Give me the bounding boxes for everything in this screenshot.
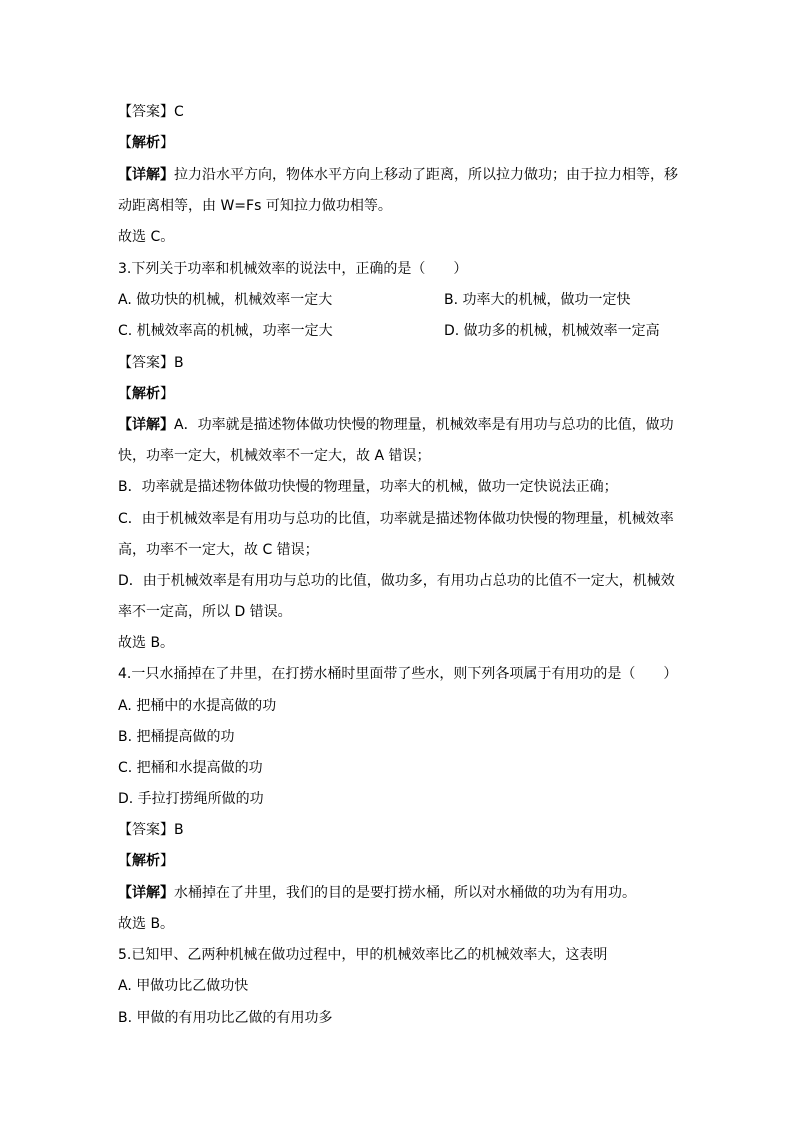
q4-option-c: C. 把桶和水提高做的功 [118, 760, 263, 776]
q3-options-row-1 [118, 291, 631, 309]
q4-analysis-label: 解析 [132, 853, 160, 869]
q3-detail-tag: 【详解】 [118, 417, 174, 433]
q3-choice: 故选 B。 [118, 635, 175, 651]
q3-detail-line-7: 率不一定高，所以 D 错误。 [118, 604, 292, 620]
q2-detail-line-2: 动距离相等，由 W=Fs 可知拉力做功相等。 [118, 198, 392, 214]
q2-detail-text-1: 拉力沿水平方向，物体水平方向上移动了距离，所以拉力做功；由于拉力相等，移 [174, 167, 678, 183]
q3-detail-line-3: B．功率就是描述物体做功快慢的物理量，功率大的机械，做功一定快说法正确； [118, 479, 618, 495]
q4-option-d: D. 手拉打捞绳所做的功 [118, 791, 264, 807]
q3-option-d: D. 做功多的机械，机械效率一定高 [444, 323, 660, 339]
q4-detail-text-1: 水桶掉在了井里，我们的目的是要打捞水桶，所以对水桶做的功为有用功。 [174, 885, 636, 901]
q2-detail-line-1 [118, 166, 678, 184]
q3-answer: 【答案】B [118, 355, 184, 371]
q3-detail-line-2: 快，功率一定大，机械效率不一定大，故 A 错误； [118, 448, 431, 464]
q3-option-c: C. 机械效率高的机械，功率一定大 [118, 323, 333, 339]
q5-stem: 5.已知甲、乙两种机械在做功过程中，甲的机械效率比乙的机械效率大，这表明 [118, 947, 608, 963]
q3-option-a: A. 做功快的机械，机械效率一定大 [118, 292, 333, 308]
q2-analysis-heading: 【解析】 [118, 135, 174, 151]
q2-analysis-label: 解析 [132, 135, 160, 151]
q2-answer: 【答案】C [118, 104, 184, 120]
q3-stem: 3.下列关于功率和机械效率的说法中，正确的是（ ） [118, 261, 468, 277]
q3-analysis-label: 解析 [132, 386, 160, 402]
q3-detail-line-4: C．由于机械效率是有用功与总功的比值，功率就是描述物体做功快慢的物理量，机械效率 [118, 511, 674, 527]
q5-option-a: A. 甲做功比乙做功快 [118, 978, 249, 994]
q3-detail-text-1: A．功率就是描述物体做功快慢的物理量，机械效率是有用功与总功的比值，做功 [174, 417, 674, 433]
q3-option-b: B. 功率大的机械，做功一定快 [444, 292, 631, 308]
q4-analysis-heading: 【解析】 [118, 853, 174, 869]
q3-detail-line-6: D．由于机械效率是有用功与总功的比值，做功多，有用功占总功的比值不一定大，机械效 [118, 573, 675, 589]
q2-detail-tag: 【详解】 [118, 167, 174, 183]
q3-analysis-heading: 【解析】 [118, 386, 174, 402]
q4-option-a: A. 把桶中的水提高做的功 [118, 698, 277, 714]
q3-detail-line-1 [118, 416, 674, 434]
q4-detail-line-1 [118, 884, 636, 902]
q4-choice: 故选 B。 [118, 916, 175, 932]
q5-option-b: B. 甲做的有用功比乙做的有用功多 [118, 1010, 333, 1026]
q4-stem: 4.一只水捅掉在了井里，在打捞水桶时里面带了些水，则下列各项属于有用功的是（ ） [118, 666, 678, 682]
q3-detail-line-5: 高，功率不一定大，故 C 错误； [118, 542, 319, 558]
q4-answer: 【答案】B [118, 822, 184, 838]
q3-options-row-2 [118, 322, 660, 340]
q4-option-b: B. 把桶提高做的功 [118, 729, 235, 745]
q2-choice: 故选 C。 [118, 229, 175, 245]
q4-detail-tag: 【详解】 [118, 885, 174, 901]
